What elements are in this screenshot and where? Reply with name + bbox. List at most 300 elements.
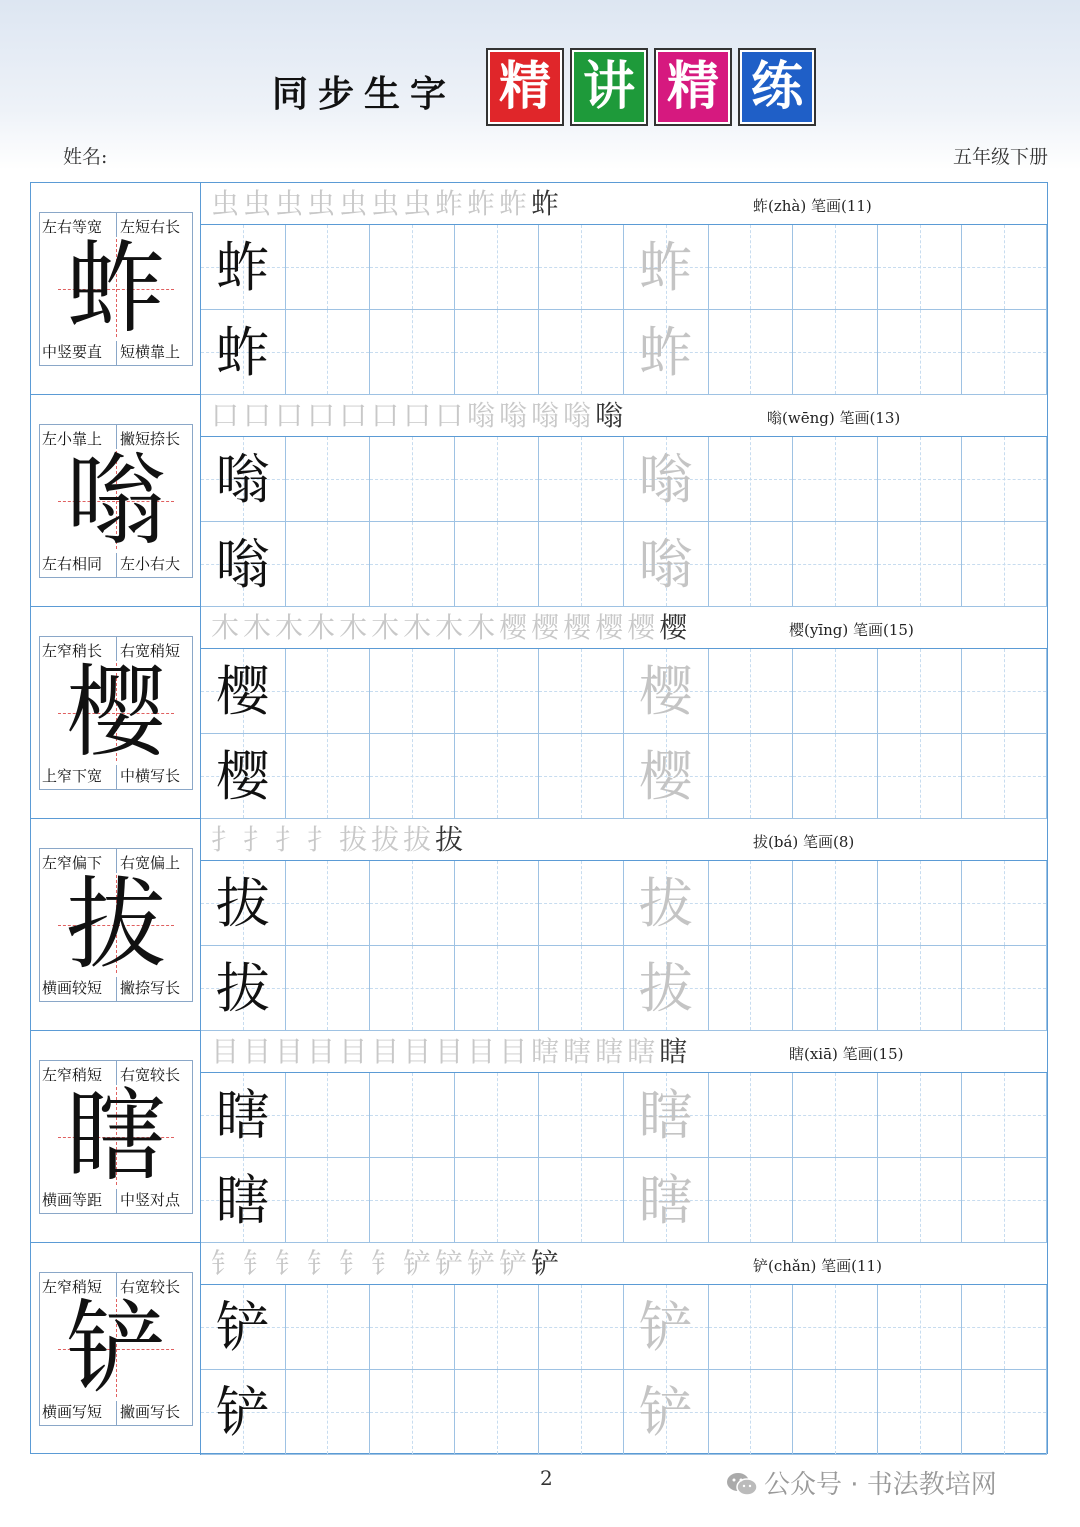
writing-tip: 中竖要直 — [42, 343, 103, 361]
writing-cell[interactable] — [455, 1073, 540, 1158]
writing-cell[interactable] — [370, 861, 455, 946]
stroke-order-row — [201, 1243, 1047, 1285]
writing-cell[interactable] — [201, 1370, 286, 1455]
stroke-step: 钅 — [339, 1247, 372, 1280]
writing-cell[interactable] — [962, 310, 1047, 395]
writing-cell[interactable] — [201, 225, 286, 310]
writing-cell[interactable] — [201, 310, 286, 395]
writing-cell[interactable] — [539, 225, 624, 310]
writing-cell[interactable] — [201, 734, 286, 819]
writing-cell[interactable] — [709, 734, 794, 819]
writing-cell[interactable] — [962, 437, 1047, 522]
trace-char-light: 樱 — [638, 660, 693, 723]
trace-char-dark: 嗡 — [215, 533, 270, 596]
stroke-step: 樱 — [531, 611, 564, 644]
writing-cell[interactable] — [286, 649, 371, 734]
stroke-step: 口 — [307, 399, 340, 432]
writing-cell[interactable] — [455, 225, 540, 310]
writing-cell[interactable] — [370, 734, 455, 819]
writing-cell[interactable] — [286, 1073, 371, 1158]
writing-cell[interactable] — [286, 437, 371, 522]
writing-cell[interactable] — [624, 1370, 709, 1455]
stroke-step: 目 — [339, 1035, 372, 1068]
stroke-order-row — [201, 183, 1047, 225]
stroke-info: 铲(chǎn) 笔画(11) — [753, 1257, 882, 1275]
stroke-step: 扌 — [275, 823, 308, 856]
writing-cell[interactable] — [201, 522, 286, 607]
practice-grid — [201, 1285, 1047, 1455]
name-field-label: 姓名: — [63, 146, 108, 168]
writing-cell[interactable] — [370, 225, 455, 310]
trace-char-light: 嗡 — [638, 533, 693, 596]
writing-cell[interactable] — [709, 946, 794, 1031]
stroke-sequence — [211, 822, 467, 858]
stroke-step: 扌 — [243, 823, 276, 856]
writing-cell[interactable] — [201, 1073, 286, 1158]
writing-tip: 左窄稍短 — [42, 1278, 103, 1296]
stroke-step: 拔 — [435, 823, 468, 856]
stroke-info: 嗡(wēng) 笔画(13) — [767, 409, 901, 427]
stroke-step: 口 — [275, 399, 308, 432]
writing-tip: 左小靠上 — [42, 430, 103, 448]
stroke-step: 木 — [435, 611, 468, 644]
writing-tip: 撇画写长 — [120, 1403, 181, 1421]
writing-cell[interactable] — [878, 225, 963, 310]
writing-cell[interactable] — [539, 1073, 624, 1158]
trace-char-light: 蚱 — [638, 321, 693, 384]
writing-cell[interactable] — [370, 946, 455, 1031]
writing-cell[interactable] — [286, 310, 371, 395]
writing-cell[interactable] — [793, 946, 878, 1031]
writing-cell[interactable] — [962, 1158, 1047, 1243]
stroke-step: 扌 — [211, 823, 244, 856]
stroke-sequence — [211, 186, 563, 222]
model-panel — [31, 819, 201, 1030]
trace-char-dark: 蚱 — [215, 321, 270, 384]
writing-cell[interactable] — [455, 861, 540, 946]
practice-grid — [201, 225, 1047, 395]
writing-cell[interactable] — [286, 1285, 371, 1370]
writing-cell[interactable] — [962, 649, 1047, 734]
writing-tip: 左右相同 — [42, 555, 103, 573]
writing-cell[interactable] — [286, 225, 371, 310]
writing-cell[interactable] — [624, 522, 709, 607]
stroke-step: 嗡 — [531, 399, 564, 432]
stroke-step: 蚱 — [499, 187, 532, 220]
stroke-step: 瞎 — [563, 1035, 596, 1068]
writing-cell[interactable] — [370, 522, 455, 607]
writing-cell[interactable] — [878, 649, 963, 734]
stroke-step: 瞎 — [659, 1035, 692, 1068]
stroke-step: 铲 — [467, 1247, 500, 1280]
trace-char-light: 铲 — [638, 1296, 693, 1359]
stroke-step: 虫 — [243, 187, 276, 220]
writing-cell[interactable] — [962, 1285, 1047, 1370]
writing-tip: 横画写短 — [42, 1403, 103, 1421]
stroke-step: 目 — [403, 1035, 436, 1068]
writing-cell[interactable] — [624, 1073, 709, 1158]
writing-cell[interactable] — [370, 1073, 455, 1158]
writing-cell[interactable] — [878, 522, 963, 607]
writing-tip: 右宽较长 — [120, 1278, 181, 1296]
model-character: 蚱 — [66, 230, 166, 347]
stroke-step: 虫 — [275, 187, 308, 220]
writing-cell[interactable] — [624, 649, 709, 734]
stroke-step: 虫 — [307, 187, 340, 220]
stroke-order-row — [201, 819, 1047, 861]
stroke-step: 口 — [211, 399, 244, 432]
writing-cell[interactable] — [793, 225, 878, 310]
writing-cell[interactable] — [370, 310, 455, 395]
stroke-step: 口 — [371, 399, 404, 432]
writing-cell[interactable] — [793, 1073, 878, 1158]
writing-cell[interactable] — [286, 1370, 371, 1455]
writing-cell[interactable] — [709, 1158, 794, 1243]
writing-cell[interactable] — [539, 437, 624, 522]
stroke-step: 铲 — [403, 1247, 436, 1280]
writing-cell[interactable] — [455, 310, 540, 395]
stroke-sequence — [211, 398, 627, 434]
writing-cell[interactable] — [201, 946, 286, 1031]
stroke-step: 虫 — [211, 187, 244, 220]
writing-cell[interactable] — [878, 437, 963, 522]
writing-cell[interactable] — [539, 522, 624, 607]
writing-cell[interactable] — [709, 1370, 794, 1455]
writing-cell[interactable] — [539, 1285, 624, 1370]
title-box-4: 练 — [740, 50, 814, 124]
writing-tip: 左窄稍长 — [42, 642, 103, 660]
stroke-step: 樱 — [595, 611, 628, 644]
model-panel — [31, 1031, 201, 1242]
writing-cell[interactable] — [201, 649, 286, 734]
model-card — [39, 848, 193, 1002]
stroke-step: 虫 — [371, 187, 404, 220]
writing-cell[interactable] — [793, 310, 878, 395]
stroke-step: 虫 — [339, 187, 372, 220]
writing-cell[interactable] — [962, 946, 1047, 1031]
wechat-icon — [726, 1471, 758, 1497]
page-title: 同步生字 — [272, 74, 457, 115]
writing-tip: 中横写长 — [120, 767, 181, 785]
model-panel — [31, 607, 201, 818]
stroke-step: 木 — [243, 611, 276, 644]
trace-char-dark: 铲 — [215, 1381, 270, 1444]
writing-cell[interactable] — [286, 946, 371, 1031]
stroke-step: 嗡 — [595, 399, 628, 432]
model-panel — [31, 1243, 201, 1455]
stroke-step: 钅 — [371, 1247, 404, 1280]
stroke-order-row — [201, 607, 1047, 649]
writing-cell[interactable] — [624, 734, 709, 819]
stroke-step: 扌 — [307, 823, 340, 856]
writing-cell[interactable] — [624, 1158, 709, 1243]
writing-tip: 右宽偏上 — [120, 854, 181, 872]
trace-char-light: 嗡 — [638, 448, 693, 511]
writing-cell[interactable] — [455, 437, 540, 522]
writing-tip: 左窄稍短 — [42, 1066, 103, 1084]
practice-grid — [201, 1073, 1047, 1243]
stroke-step: 目 — [275, 1035, 308, 1068]
model-card — [39, 1272, 193, 1426]
writing-cell[interactable] — [709, 1285, 794, 1370]
stroke-step: 蚱 — [435, 187, 468, 220]
trace-char-light: 瞎 — [638, 1169, 693, 1232]
writing-cell[interactable] — [370, 1285, 455, 1370]
writing-tip: 横画较短 — [42, 979, 103, 997]
stroke-step: 木 — [467, 611, 500, 644]
model-character: 嗡 — [66, 442, 166, 559]
practice-grid — [201, 861, 1047, 1031]
writing-cell[interactable] — [624, 310, 709, 395]
stroke-sequence — [211, 1246, 563, 1282]
writing-cell[interactable] — [878, 1158, 963, 1243]
stroke-step: 目 — [243, 1035, 276, 1068]
stroke-step: 瞎 — [627, 1035, 660, 1068]
writing-cell[interactable] — [793, 1158, 878, 1243]
model-panel — [31, 395, 201, 606]
writing-cell[interactable] — [455, 734, 540, 819]
practice-grid — [201, 649, 1047, 819]
writing-cell[interactable] — [455, 649, 540, 734]
writing-cell[interactable] — [370, 1370, 455, 1455]
writing-cell[interactable] — [878, 1370, 963, 1455]
trace-char-dark: 瞎 — [215, 1169, 270, 1232]
stroke-step: 樱 — [563, 611, 596, 644]
stroke-step: 目 — [467, 1035, 500, 1068]
watermark-text: 公众号 · 书法教培网 — [764, 1470, 997, 1500]
stroke-info: 蚱(zhà) 笔画(11) — [753, 197, 872, 215]
stroke-step: 瞎 — [595, 1035, 628, 1068]
model-card — [39, 1060, 193, 1214]
trace-char-light: 铲 — [638, 1381, 693, 1444]
stroke-step: 木 — [339, 611, 372, 644]
writing-cell[interactable] — [286, 861, 371, 946]
trace-char-dark: 樱 — [215, 660, 270, 723]
writing-cell[interactable] — [624, 225, 709, 310]
grade-label: 五年级下册 — [952, 146, 1048, 168]
trace-char-light: 樱 — [638, 745, 693, 808]
model-panel — [31, 183, 201, 394]
writing-cell[interactable] — [709, 310, 794, 395]
stroke-step: 目 — [435, 1035, 468, 1068]
writing-cell[interactable] — [709, 225, 794, 310]
stroke-step: 樱 — [499, 611, 532, 644]
stroke-step: 木 — [307, 611, 340, 644]
model-character: 瞎 — [66, 1078, 166, 1195]
stroke-step: 目 — [499, 1035, 532, 1068]
stroke-step: 嗡 — [467, 399, 500, 432]
stroke-step: 口 — [339, 399, 372, 432]
writing-cell[interactable] — [539, 946, 624, 1031]
stroke-order-row — [201, 395, 1047, 437]
trace-char-light: 拔 — [638, 957, 693, 1020]
page-header — [0, 50, 1080, 128]
practice-sheet — [30, 182, 1048, 1454]
writing-cell[interactable] — [624, 1285, 709, 1370]
writing-cell[interactable] — [962, 225, 1047, 310]
trace-char-light: 瞎 — [638, 1084, 693, 1147]
trace-char-dark: 拔 — [215, 872, 270, 935]
writing-tip: 短横靠上 — [120, 343, 181, 361]
writing-cell[interactable] — [793, 1370, 878, 1455]
writing-cell[interactable] — [370, 437, 455, 522]
writing-cell[interactable] — [878, 734, 963, 819]
character-block — [31, 183, 1047, 395]
practice-grid — [201, 437, 1047, 607]
writing-tip: 左小右大 — [120, 555, 181, 573]
model-card — [39, 636, 193, 790]
stroke-step: 目 — [371, 1035, 404, 1068]
writing-cell[interactable] — [455, 522, 540, 607]
title-box-1: 精 — [488, 50, 562, 124]
writing-cell[interactable] — [455, 1285, 540, 1370]
writing-cell[interactable] — [370, 649, 455, 734]
title-box-3: 精 — [656, 50, 730, 124]
writing-cell[interactable] — [709, 649, 794, 734]
page-number: 2 — [540, 1466, 553, 1490]
writing-cell[interactable] — [455, 946, 540, 1031]
stroke-step: 虫 — [403, 187, 436, 220]
writing-cell[interactable] — [709, 1073, 794, 1158]
model-character: 铲 — [66, 1290, 166, 1407]
writing-cell[interactable] — [962, 1370, 1047, 1455]
writing-tip: 撇短捺长 — [120, 430, 181, 448]
stroke-step: 嗡 — [563, 399, 596, 432]
stroke-step: 瞎 — [531, 1035, 564, 1068]
writing-tip: 左窄偏下 — [42, 854, 103, 872]
writing-cell[interactable] — [539, 861, 624, 946]
trace-char-dark: 嗡 — [215, 448, 270, 511]
trace-char-light: 蚱 — [638, 236, 693, 299]
writing-cell[interactable] — [539, 649, 624, 734]
character-block — [31, 395, 1047, 607]
writing-cell[interactable] — [962, 861, 1047, 946]
stroke-step: 嗡 — [499, 399, 532, 432]
stroke-sequence — [211, 1034, 691, 1070]
model-card — [39, 212, 193, 366]
character-block — [31, 607, 1047, 819]
stroke-step: 木 — [211, 611, 244, 644]
writing-cell[interactable] — [793, 734, 878, 819]
stroke-step: 木 — [403, 611, 436, 644]
stroke-step: 目 — [211, 1035, 244, 1068]
stroke-step: 铲 — [435, 1247, 468, 1280]
stroke-step: 钅 — [211, 1247, 244, 1280]
writing-cell[interactable] — [793, 437, 878, 522]
model-character: 樱 — [66, 654, 166, 771]
writing-cell[interactable] — [878, 310, 963, 395]
stroke-step: 蚱 — [531, 187, 564, 220]
writing-cell[interactable] — [201, 1158, 286, 1243]
stroke-order-row — [201, 1031, 1047, 1073]
writing-cell[interactable] — [878, 1285, 963, 1370]
writing-cell[interactable] — [962, 1073, 1047, 1158]
writing-cell[interactable] — [201, 437, 286, 522]
writing-tip: 左短右长 — [120, 218, 181, 236]
trace-char-dark: 瞎 — [215, 1084, 270, 1147]
trace-char-dark: 拔 — [215, 957, 270, 1020]
writing-tip: 上窄下宽 — [42, 767, 103, 785]
writing-tip: 中竖对点 — [120, 1191, 181, 1209]
trace-char-dark: 樱 — [215, 745, 270, 808]
writing-cell[interactable] — [878, 946, 963, 1031]
watermark — [726, 1464, 997, 1501]
writing-cell[interactable] — [455, 1370, 540, 1455]
writing-cell[interactable] — [878, 1073, 963, 1158]
writing-cell[interactable] — [286, 734, 371, 819]
writing-cell[interactable] — [962, 522, 1047, 607]
writing-tip: 撇捺写长 — [120, 979, 181, 997]
stroke-step: 樱 — [659, 611, 692, 644]
writing-cell[interactable] — [793, 1285, 878, 1370]
writing-cell[interactable] — [709, 437, 794, 522]
writing-cell[interactable] — [793, 861, 878, 946]
writing-cell[interactable] — [624, 861, 709, 946]
stroke-step: 口 — [243, 399, 276, 432]
writing-cell[interactable] — [793, 649, 878, 734]
writing-tip: 左右等宽 — [42, 218, 103, 236]
stroke-step: 铲 — [531, 1247, 564, 1280]
writing-cell[interactable] — [962, 734, 1047, 819]
stroke-sequence — [211, 610, 691, 646]
writing-cell[interactable] — [878, 861, 963, 946]
writing-cell[interactable] — [793, 522, 878, 607]
stroke-step: 口 — [403, 399, 436, 432]
trace-char-dark: 蚱 — [215, 236, 270, 299]
writing-cell[interactable] — [201, 1285, 286, 1370]
writing-tip: 右宽稍短 — [120, 642, 181, 660]
stroke-step: 目 — [307, 1035, 340, 1068]
writing-cell[interactable] — [539, 1158, 624, 1243]
stroke-step: 木 — [275, 611, 308, 644]
stroke-info: 拔(bá) 笔画(8) — [753, 833, 855, 851]
stroke-step: 拔 — [403, 823, 436, 856]
stroke-step: 钅 — [275, 1247, 308, 1280]
model-card — [39, 424, 193, 578]
stroke-step: 钅 — [307, 1247, 340, 1280]
writing-cell[interactable] — [624, 946, 709, 1031]
stroke-step: 樱 — [627, 611, 660, 644]
stroke-info: 瞎(xiā) 笔画(15) — [789, 1045, 904, 1063]
writing-cell[interactable] — [286, 522, 371, 607]
writing-cell[interactable] — [539, 310, 624, 395]
title-box-2: 讲 — [572, 50, 646, 124]
model-character: 拔 — [66, 866, 166, 983]
trace-char-light: 拔 — [638, 872, 693, 935]
writing-cell[interactable] — [624, 437, 709, 522]
writing-cell[interactable] — [455, 1158, 540, 1243]
stroke-step: 蚱 — [467, 187, 500, 220]
writing-cell[interactable] — [201, 861, 286, 946]
writing-tip: 右宽较长 — [120, 1066, 181, 1084]
stroke-step: 拔 — [371, 823, 404, 856]
writing-cell[interactable] — [539, 1370, 624, 1455]
stroke-step: 拔 — [339, 823, 372, 856]
character-block — [31, 1031, 1047, 1243]
stroke-step: 钅 — [243, 1247, 276, 1280]
character-block — [31, 1243, 1047, 1455]
stroke-step: 木 — [371, 611, 404, 644]
writing-cell[interactable] — [709, 861, 794, 946]
stroke-info: 樱(yīng) 笔画(15) — [789, 621, 914, 639]
writing-cell[interactable] — [370, 1158, 455, 1243]
writing-cell[interactable] — [539, 734, 624, 819]
writing-tip: 横画等距 — [42, 1191, 103, 1209]
stroke-step: 口 — [435, 399, 468, 432]
writing-cell[interactable] — [709, 522, 794, 607]
stroke-step: 铲 — [499, 1247, 532, 1280]
writing-cell[interactable] — [286, 1158, 371, 1243]
